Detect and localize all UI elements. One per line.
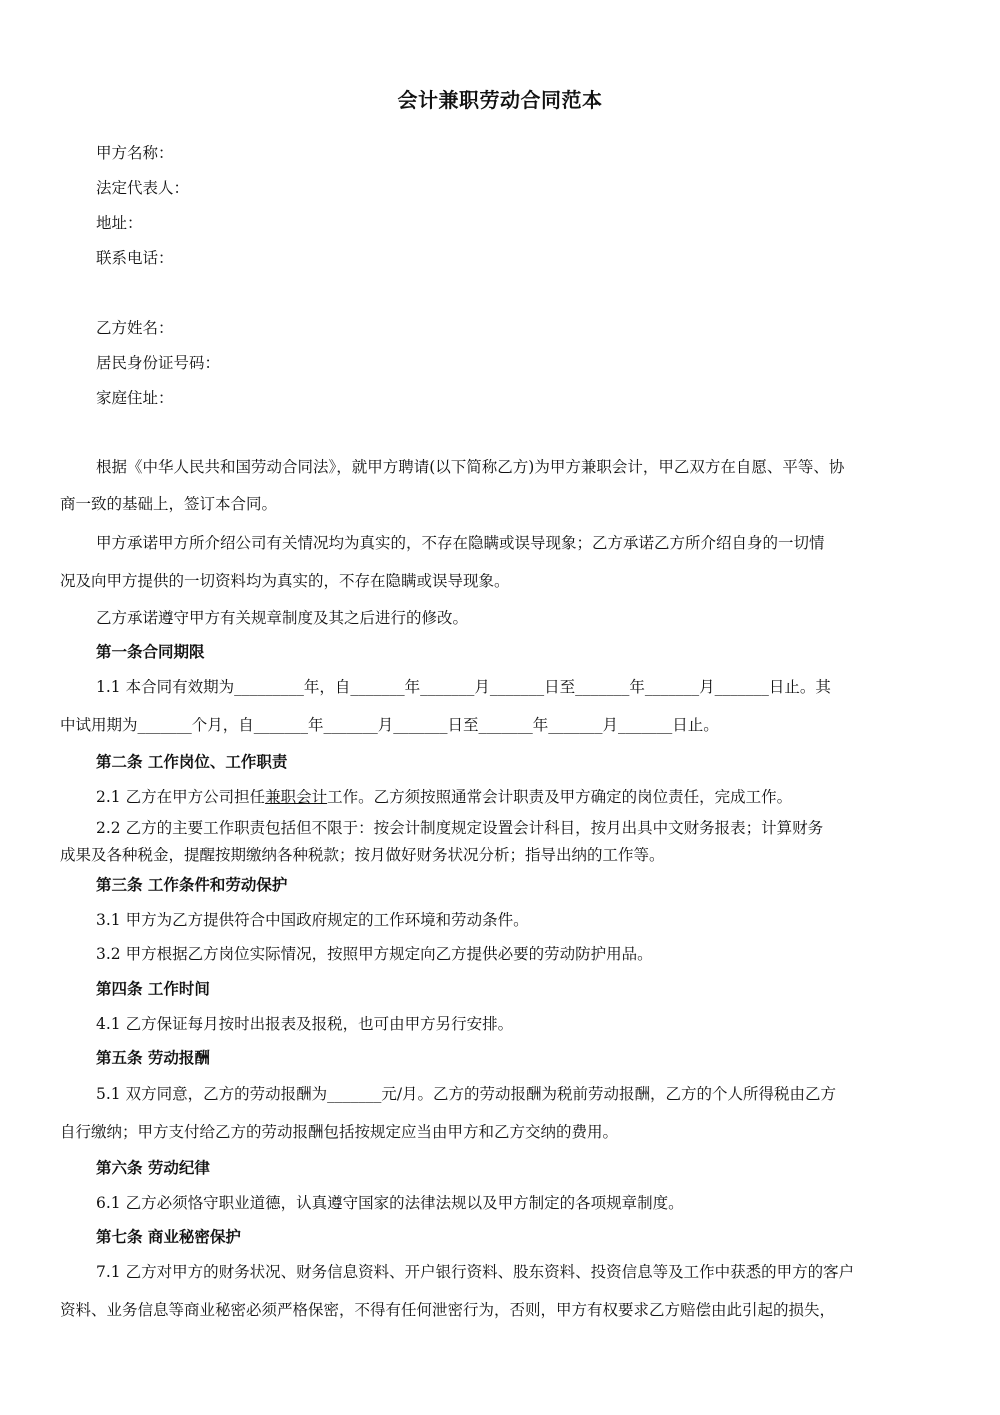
article-7-1-line2: 资料、业务信息等商业秘密必须严格保密，不得有任何泄密行为，否则，甲方有权要求乙方赔偿由此引起的损失， (60, 1301, 836, 1319)
article-1-1-line1: 1.1 本合同有效期为_________年，自_______年_______月_______日至_______年_______月_______日止。其 (96, 678, 831, 696)
preamble-p1-line1: 根据《中华人民共和国劳动合同法》，就甲方聘请(以下简称乙方)为甲方兼职会计，甲乙双方在自愿、平等、协 (96, 458, 845, 476)
preamble-p2-line1: 甲方承诺甲方所介绍公司有关情况均为真实的，不存在隐瞒或误导现象；乙方承诺乙方所介绍自身的一切情 (96, 534, 825, 552)
preamble-p2-line2: 况及向甲方提供的一切资料均为真实的，不存在隐瞒或误导现象。 (60, 572, 510, 590)
article-3-1: 3.1 甲方为乙方提供符合中国政府规定的工作环境和劳动条件。 (96, 911, 529, 929)
article-2-1-post: 工作。乙方须按照通常会计职责及甲方确定的岗位责任，完成工作。 (327, 788, 793, 806)
article-6-1: 6.1 乙方必须恪守职业道德，认真遵守国家的法律法规以及甲方制定的各项规章制度。 (96, 1194, 684, 1212)
party-a-rep-label: 法定代表人： (96, 179, 190, 197)
article-7-title: 第七条 商业秘密保护 (96, 1228, 241, 1246)
article-3-title: 第三条 工作条件和劳动保护 (96, 876, 288, 894)
article-2-1-underlined-position: 兼职会计 (265, 788, 328, 806)
article-2-2-line2: 成果及各种税金，提醒按期缴纳各种税款；按月做好财务状况分析；指导出纳的工作等。 (60, 846, 665, 864)
article-4-1: 4.1 乙方保证每月按时出报表及报税，也可由甲方另行安排。 (96, 1015, 514, 1033)
article-2-1-pre: 2.1 乙方在甲方公司担任 (96, 788, 266, 806)
article-4-title: 第四条 工作时间 (96, 980, 210, 998)
article-2-2-line1: 2.2 乙方的主要工作职责包括但不限于：按会计制度规定设置会计科目，按月出具中文财务报表；计算财务 (96, 819, 824, 837)
party-b-name-label: 乙方姓名： (96, 319, 174, 337)
preamble-p3: 乙方承诺遵守甲方有关规章制度及其之后进行的修改。 (96, 609, 469, 627)
article-3-2: 3.2 甲方根据乙方岗位实际情况，按照甲方规定向乙方提供必要的劳动防护用品。 (96, 945, 653, 963)
article-7-1-line1: 7.1 乙方对甲方的财务状况、财务信息资料、开户银行资料、股东资料、投资信息等及工作中获悉的甲方的客户 (96, 1263, 855, 1281)
article-5-title: 第五条 劳动报酬 (96, 1049, 210, 1067)
document-title: 会计兼职劳动合同范本 (397, 88, 603, 112)
party-b-id-label: 居民身份证号码： (96, 354, 221, 372)
preamble-p1-line2: 商一致的基础上，签订本合同。 (60, 495, 278, 513)
article-5-1-line1: 5.1 双方同意，乙方的劳动报酬为_______元/月。乙方的劳动报酬为税前劳动报酬，乙方的个人所得税由乙方 (96, 1085, 837, 1103)
article-6-title: 第六条 劳动纪律 (96, 1159, 210, 1177)
party-b-home-label: 家庭住址： (96, 389, 174, 407)
article-1-title: 第一条合同期限 (96, 643, 205, 661)
party-a-address-label: 地址： (96, 214, 143, 232)
article-2-1 (96, 787, 792, 807)
article-1-1-line2: 中试用期为_______个月，自_______年_______月_______日至_______年_______月_______日止。 (60, 716, 719, 734)
party-a-name-label: 甲方名称： (96, 144, 174, 162)
article-5-1-line2: 自行缴纳；甲方支付给乙方的劳动报酬包括按规定应当由甲方和乙方交纳的费用。 (60, 1123, 619, 1141)
party-a-phone-label: 联系电话： (96, 249, 174, 267)
article-2-title: 第二条 工作岗位、工作职责 (96, 753, 288, 771)
